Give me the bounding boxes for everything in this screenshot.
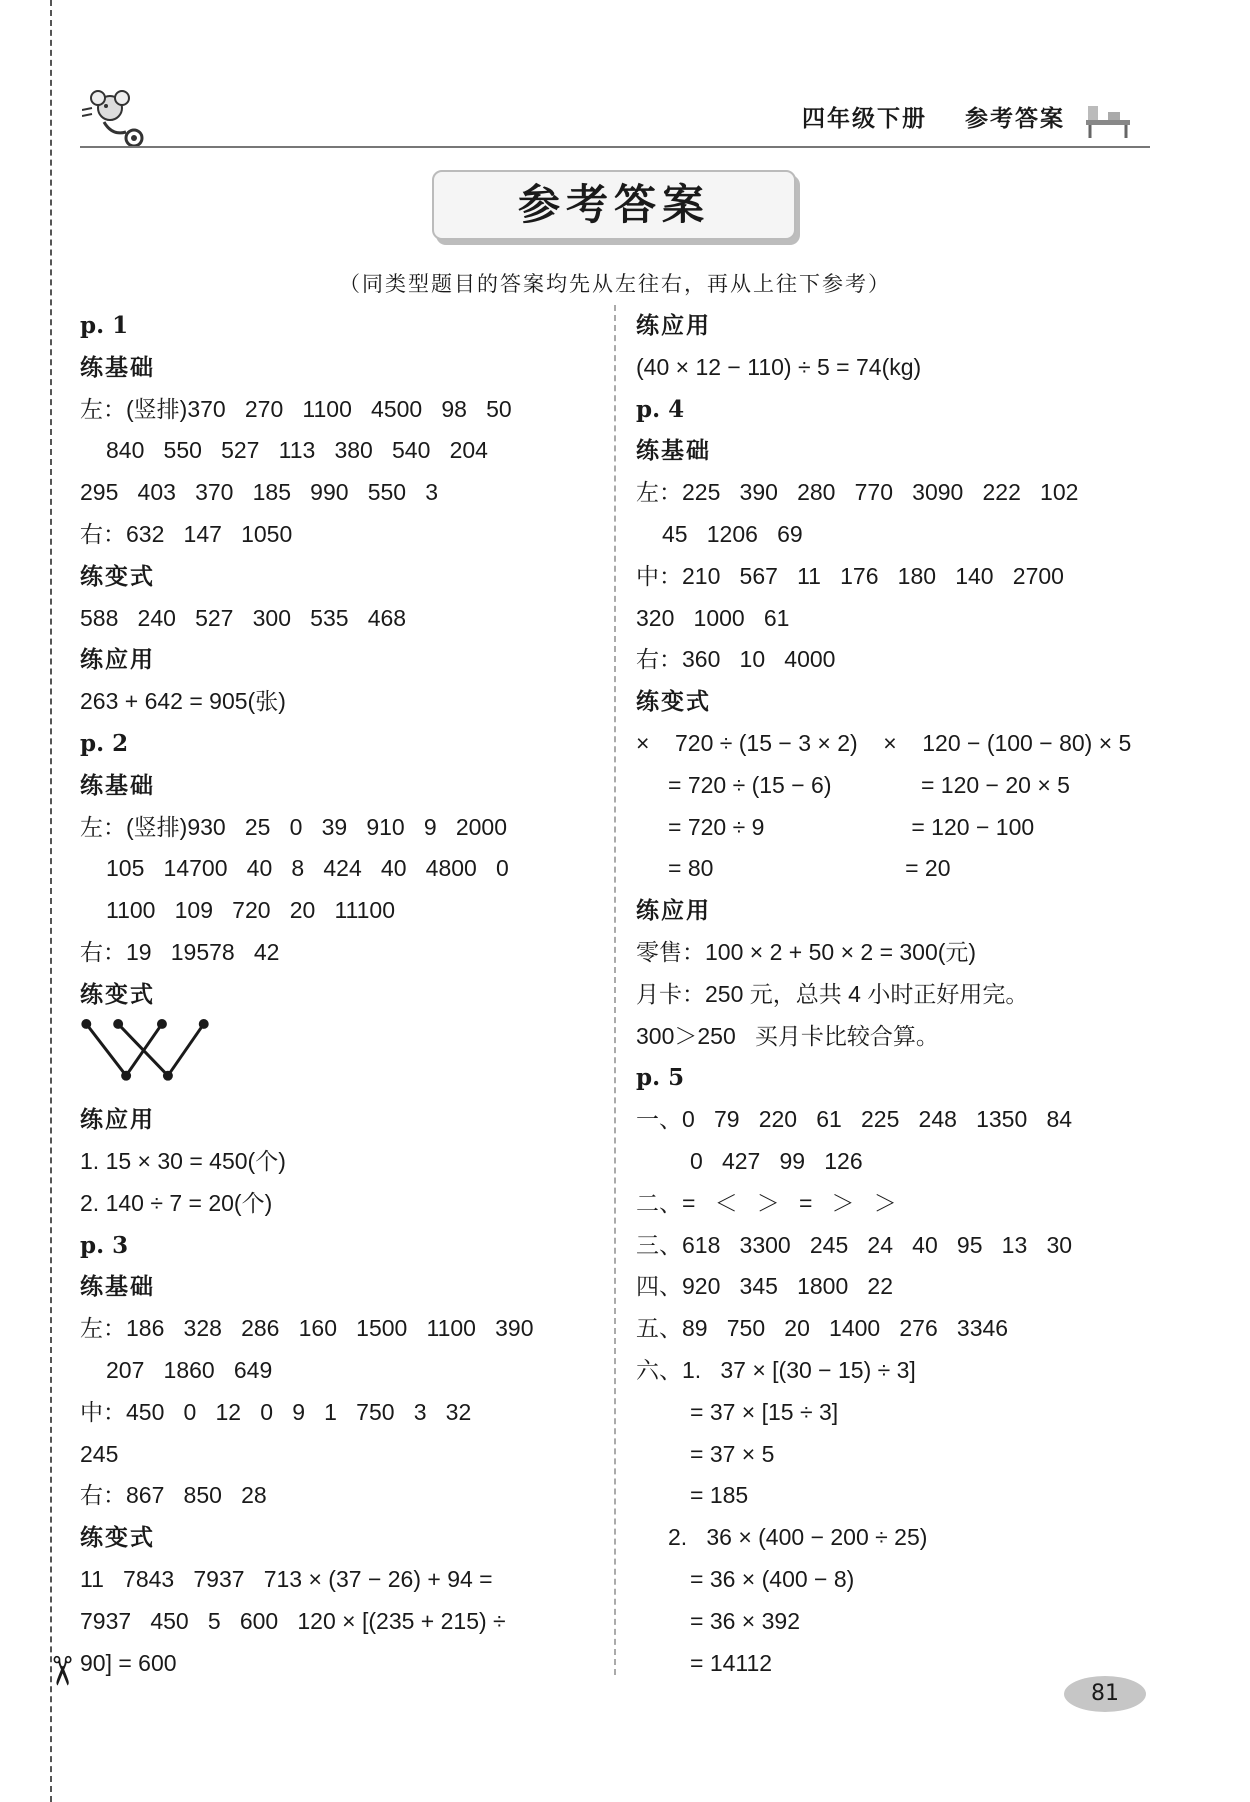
answer-line: 1100 109 720 20 11100 <box>106 897 396 924</box>
answer-line: 2. 36 × (400 − 200 ÷ 25) <box>668 1524 928 1551</box>
header-grade: 四年级下册 <box>801 106 927 132</box>
subsection-heading: 练变式 <box>80 562 155 589</box>
answer-line: 1. 15 × 30 = 450(个) <box>80 1147 286 1174</box>
answer-line: 45 1206 69 <box>662 520 803 547</box>
answer-line: 中：210 567 11 176 180 140 2700 <box>636 562 1064 589</box>
answer-line: 295 403 370 185 990 550 3 <box>80 479 439 506</box>
calc-line: = 37 × 5 <box>690 1440 775 1467</box>
subsection-heading: 练变式 <box>636 688 711 715</box>
calc-line: × 720 ÷ (15 − 3 × 2) × 120 − (100 − 80) × 5 <box>636 729 1132 756</box>
calc-line: = 36 × (400 − 8) <box>690 1565 855 1592</box>
page-number: 81 <box>1064 1676 1146 1712</box>
answer-line: 0 427 99 126 <box>690 1147 863 1174</box>
column-divider <box>614 305 616 1675</box>
calc-line: = 14112 <box>690 1649 773 1676</box>
calc-line: = 720 ÷ 9 = 120 − 100 <box>668 813 1035 840</box>
answer-line: 588 240 527 300 535 468 <box>80 604 407 631</box>
subsection-heading: 练应用 <box>636 897 711 924</box>
subsection-heading: 练基础 <box>80 353 155 380</box>
answer-line: 二、= ＜ ＞ = ＞ ＞ <box>636 1189 897 1216</box>
answer-line: 右：360 10 4000 <box>636 646 836 673</box>
answer-line: 左：(竖排)370 270 1100 4500 98 50 <box>80 395 512 422</box>
answer-line: 中：450 0 12 0 9 1 750 3 32 <box>80 1398 472 1425</box>
answer-line: 105 14700 40 8 424 40 4800 0 <box>106 855 509 882</box>
answer-line: 2. 140 ÷ 7 = 20(个) <box>80 1189 273 1216</box>
answer-line: 右：19 19578 42 <box>80 938 280 965</box>
answer-line: (40 × 12 − 110) ÷ 5 = 74(kg) <box>636 353 922 380</box>
subsection-heading: 练应用 <box>80 646 155 673</box>
section-label: p. 5 <box>636 1064 685 1092</box>
page-title: 参考答案 <box>432 170 796 240</box>
instruction-note: （同类型题目的答案均先从左往右，再从上往下参考） <box>339 272 891 296</box>
answer-line: 207 1860 649 <box>106 1356 273 1383</box>
answer-line: 320 1000 61 <box>636 604 790 631</box>
answer-line: 840 550 527 113 380 540 204 <box>106 437 488 464</box>
section-label: p. 1 <box>80 312 129 339</box>
answer-line: 三、618 3300 245 24 40 95 13 30 <box>636 1231 1073 1258</box>
subsection-heading: 练应用 <box>636 312 711 338</box>
answer-line: 五、89 750 20 1400 276 3346 <box>636 1315 1009 1342</box>
answer-line: 7937 450 5 600 120 × [(235 + 215) ÷ <box>80 1607 506 1634</box>
answer-line: 90] = 600 <box>80 1649 177 1676</box>
cut-line <box>50 0 52 1802</box>
answer-line: 零售：100 × 2 + 50 × 2 = 300(元) <box>636 938 977 965</box>
answer-line: 左：225 390 280 770 3090 222 102 <box>636 479 1079 506</box>
calc-line: = 80 = 20 <box>668 855 951 882</box>
left-column <box>80 305 600 1684</box>
answer-line: 六、1. 37 × [(30 − 15) ÷ 3] <box>636 1356 916 1383</box>
answer-line: 右：632 147 1050 <box>80 520 293 547</box>
answer-line: 四、920 345 1800 22 <box>636 1273 894 1300</box>
matching-lines-diagram <box>80 1016 220 1100</box>
section-label: p. 2 <box>80 729 129 757</box>
page-header <box>80 100 1150 148</box>
answer-line: 左：(竖排)930 25 0 39 910 9 2000 <box>80 813 508 840</box>
section-label: p. 3 <box>80 1231 129 1259</box>
subsection-heading: 练变式 <box>80 980 155 1007</box>
answer-line: 左：186 328 286 160 1500 1100 390 <box>80 1315 534 1342</box>
right-column <box>636 305 1156 1684</box>
answer-line: 11 7843 7937 713 × (37 − 26) + 94 = <box>80 1565 493 1592</box>
subsection-heading: 练变式 <box>80 1524 155 1551</box>
calc-line: = 720 ÷ (15 − 6) = 120 − 20 × 5 <box>668 771 1070 798</box>
scissors-icon: ✂ <box>37 1654 84 1688</box>
desk-icon <box>1082 102 1142 138</box>
answer-line: 245 <box>80 1440 119 1467</box>
subsection-heading: 练应用 <box>80 1106 155 1133</box>
calc-line: = 185 <box>690 1482 749 1509</box>
answer-line: 263 + 642 = 905(张) <box>80 688 286 715</box>
subsection-heading: 练基础 <box>80 1273 155 1300</box>
calc-line: = 36 × 392 <box>690 1607 800 1634</box>
answer-line: 月卡：250 元，总共 4 小时正好用完。 <box>636 980 1029 1007</box>
header-labels <box>774 100 1065 133</box>
calc-line: = 37 × [15 ÷ 3] <box>690 1398 839 1425</box>
section-label: p. 4 <box>636 395 685 423</box>
subsection-heading: 练基础 <box>636 437 711 464</box>
answer-line: 一、0 79 220 61 225 248 1350 84 <box>636 1106 1073 1133</box>
subsection-heading: 练基础 <box>80 771 155 798</box>
answer-line: 300＞250 买月卡比较合算。 <box>636 1022 939 1049</box>
answer-line: 右：867 850 28 <box>80 1482 267 1509</box>
header-section: 参考答案 <box>965 106 1065 132</box>
